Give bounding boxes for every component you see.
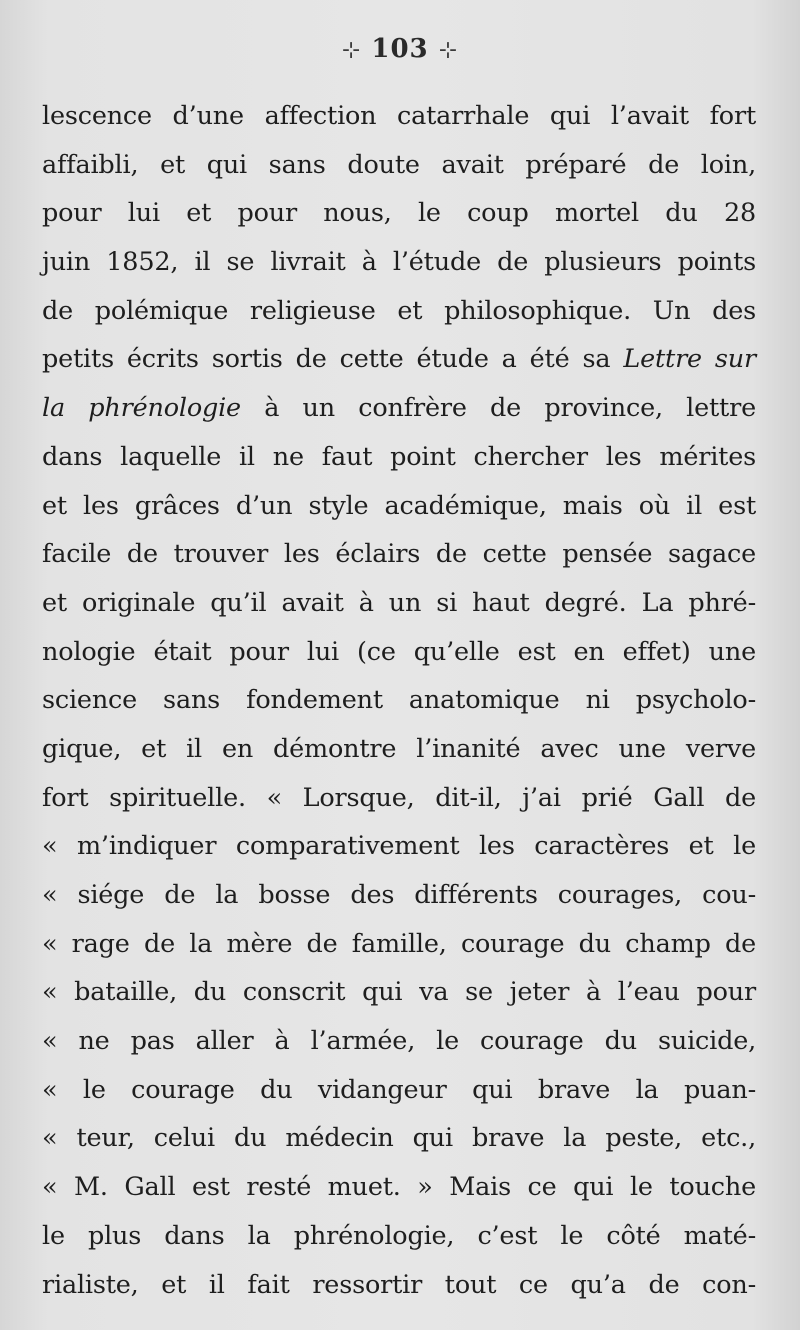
text-line: affaibli, et qui sans doute avait préparé de loin, [42,149,756,180]
text-line: et les grâces d’un style académique, mais où il est [42,490,756,521]
text-line: gique, et il en démontre l’inanité avec une verve [42,733,756,764]
text-line: « siége de la bosse des différents courages, cou- [42,880,756,910]
page-header [0,34,800,64]
body-text [42,92,756,1309]
text-line: dans laquelle il ne faut point chercher les mérites [42,441,756,472]
ornament-right-icon: ⊹ [438,38,459,63]
text-line: facile de trouver les éclairs de cette pensée sagace [42,539,756,570]
text-line: « teur, celui du médecin qui brave la peste, etc., [42,1123,756,1154]
italic-title: Lettre sur [623,344,757,375]
text-line: de polémique religieuse et philosophique. Un des [42,295,756,326]
text-line-part: petits écrits sortis de cette étude a été sa [42,344,611,375]
ornament-left-icon: ⊹ [341,38,362,63]
text-line [42,335,756,384]
text-line: le plus dans la phrénologie, c’est le côté maté- [42,1220,756,1251]
page-number: 103 [371,34,429,64]
text-line: science sans fondement anatomique ni psycholo- [42,685,756,716]
text-line: lescence d’une affection catarrhale qui l’avait fort [42,101,756,131]
text-line: « m’indiquer comparativement les caractères et le [42,831,756,862]
text-line: fort spirituelle. « Lorsque, dit-il, j’ai prié Gall de [42,782,756,813]
text-line: « le courage du vidangeur qui brave la puan- [42,1074,756,1105]
text-line: « ne pas aller à l’armée, le courage du suicide, [42,1026,756,1057]
text-line: et originale qu’il avait à un si haut degré. La phré- [42,587,756,618]
text-line: juin 1852, il se livrait à l’étude de plusieurs points [42,247,756,278]
text-line: rialiste, et il fait ressortir tout ce qu’a de con- [42,1269,756,1300]
text-line: « bataille, du conscrit qui va se jeter à l’eau pour [42,977,756,1008]
text-line: « M. Gall est resté muet. » Mais ce qui le touche [42,1172,756,1203]
text-line-part: à un confrère de province, lettre [264,393,756,424]
text-line: pour lui et pour nous, le coup mortel du 28 [42,198,756,229]
text-line: « rage de la mère de famille, courage du champ de [42,928,756,959]
italic-title: la phrénologie [42,393,241,424]
text-line [42,384,756,433]
text-line: nologie était pour lui (ce qu’elle est en effet) une [42,636,756,667]
